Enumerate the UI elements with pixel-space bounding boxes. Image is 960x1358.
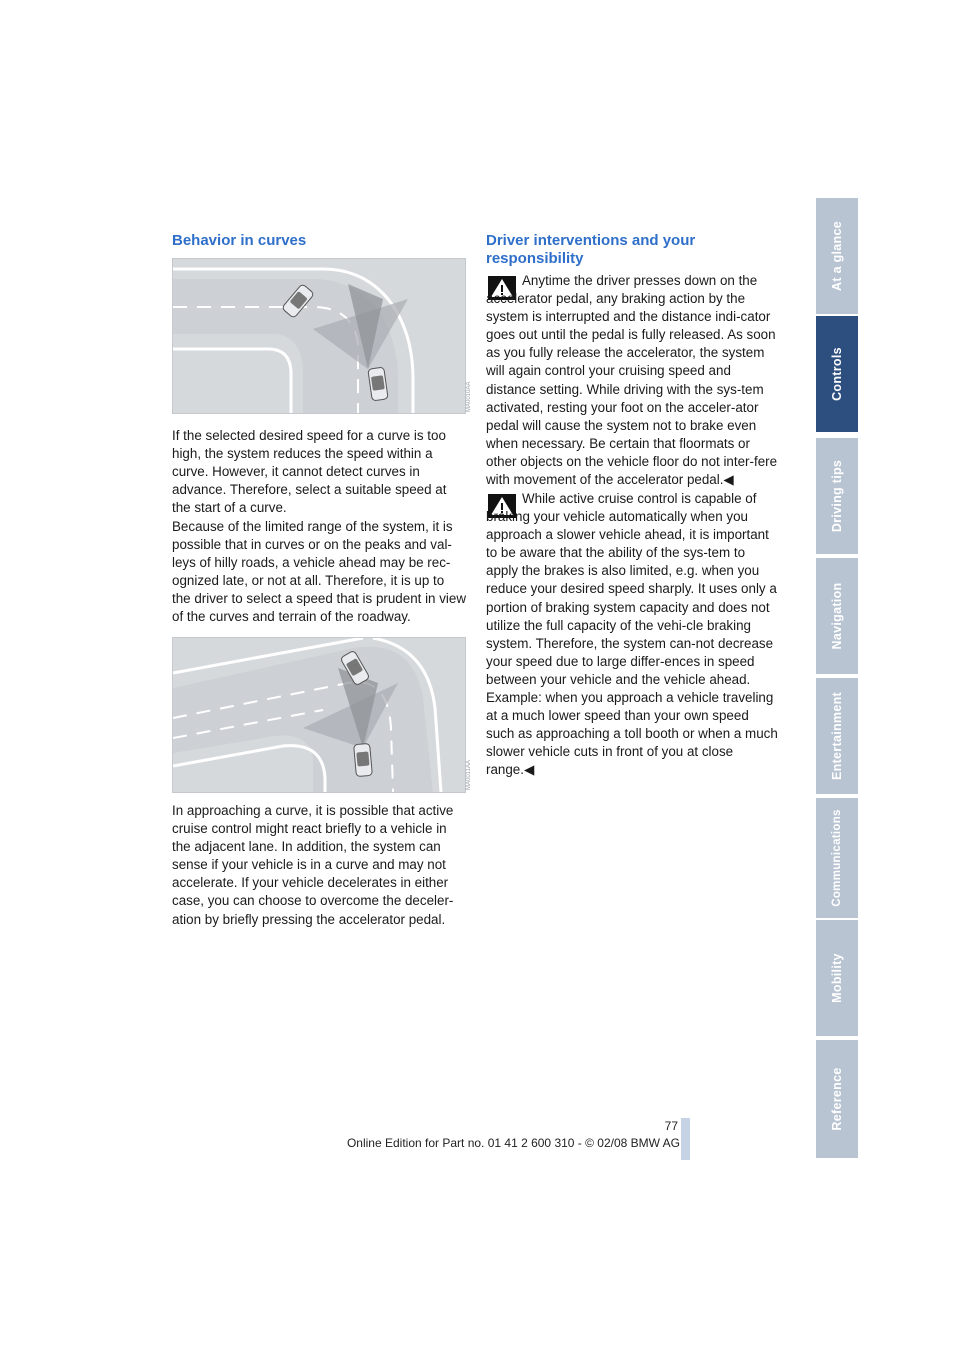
nav-tab-driving-tips[interactable] (816, 438, 858, 556)
section-heading-behavior-in-curves: Behavior in curves (172, 232, 307, 249)
page-number: 77 (664, 1119, 678, 1133)
figure-code: MA0011AA (466, 760, 472, 790)
footer-edition-text: Online Edition for Part no. 01 41 2 600 310 - © 02/08 BMW AG (346, 1136, 680, 1150)
nav-tab-mobility[interactable] (816, 920, 858, 1038)
nav-tab-entertainment[interactable] (816, 678, 858, 796)
page-marker-bar (681, 1118, 690, 1160)
curve-road-illustration (173, 259, 465, 413)
paragraph: If the selected desired speed for a curve is too high, the system reduces the speed within a curve. However, it cannot detect curves in advance. Therefore, select a suitable speed at the start of a curve. (172, 428, 447, 516)
nav-tab-communications[interactable] (816, 798, 858, 920)
paragraph: In approaching a curve, it is possible that active cruise control might react briefly to a vehicle in the adjacent lane. In addition, the system can sense if your vehicle is in a curve and may not accelerate. If your vehicle decelerates in either case, you can choose to overcome the deceler-ation by briefly pressing the accelerator pedal. (172, 803, 454, 927)
warning-paragraph: Anytime the driver presses down on the accelerator pedal, any braking action by the system is interrupted and the distance indi-cator goes out until the pedal is fully released. As soon as you fully release the accelerator, the system will again control your cruising speed and distance setting. While driving with the sys-tem activated, resting your foot on the acceler-ator pedal will cause the system not to brake even when necessary. Be certain that floormats or other objects on the vehicle floor do not inter-fere with movement of the accelerator pedal.◀ (486, 273, 778, 488)
nav-tab-label: Controls (830, 347, 844, 401)
warning-paragraph: While active cruise control is capable of braking your vehicle automatically when you approach a slower vehicle ahead, it is important to be aware that the ability of the sys-tem to apply the brakes is also limited, e.g. when you reduce your desired speed sharply. It uses only a portion of braking system capacity and does not utilize the full capacity of the vehi-cle braking system. Therefore, the system can-not decrease your speed due to large differ-ences in speed between your vehicle and the vehicle ahead. Example: when you approach a vehicle traveling at a much lower speed than your own speed such as approaching a toll booth or when a much slower vehicle cuts in front of you at close range.◀ (486, 491, 778, 778)
nav-tab-reference[interactable] (816, 1040, 858, 1160)
nav-tab-label: Mobility (830, 953, 844, 1003)
curve-adjacent-lane-figure (172, 637, 466, 793)
nav-tab-navigation[interactable] (816, 558, 858, 676)
figure-code: MA0010AA (466, 381, 472, 412)
nav-tab-label: At a glance (830, 221, 844, 291)
curve-diagram-figure (172, 258, 466, 414)
nav-tab-label: Entertainment (830, 692, 844, 780)
nav-tab-label: Navigation (830, 582, 844, 650)
section-heading-driver-interventions: Driver interventions and your responsibility (486, 232, 696, 267)
nav-tab-label: Driving tips (830, 459, 844, 533)
nav-tab-label: Reference (830, 1067, 844, 1131)
paragraph: Because of the limited range of the system, it is possible that in curves or on the peaks and val-leys of hilly roads, a vehicle ahead may be rec-ognized late, or not at all. Therefore, it is up to the driver to select a speed that is prudent in view of the curves and terrain of the roadway. (172, 519, 467, 625)
nav-tab-label: Communications (831, 809, 843, 907)
nav-tab-at-a-glance[interactable] (816, 198, 858, 316)
chapter-side-navigation (816, 198, 858, 1160)
adjacent-lane-illustration (173, 638, 465, 792)
nav-tab-controls[interactable] (816, 316, 858, 434)
